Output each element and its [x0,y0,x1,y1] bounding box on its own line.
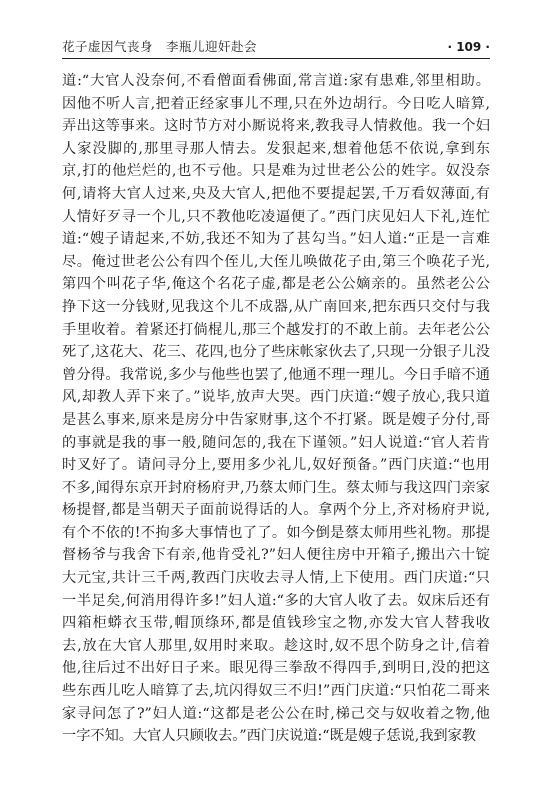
text-line: 第四个叫花子华,俺这个名花子虚,都是老公公嫡亲的。虽然老公公 [62,276,490,293]
page-number: · 109 · [447,40,490,54]
text-line: 有个不依的!不拘多大事情也了了。如今倒是蔡太师用些礼物。那提 [62,524,490,541]
text-line: 他,往后过不出好日子来。眼见得三拳敌不得四手,到明日,没的把这 [62,660,490,677]
text-line: 时叉好了。请问寻分上,要用多少礼儿,奴好预备。”西门庆道:“也用 [62,457,490,474]
text-line: 挣下这一分钱财,见我这个儿不成器,从广南回来,把东西只交付与我 [62,298,490,315]
text-line: 的事就是我的事一般,随问怎的,我在下谨领。”妇人说道:“官人若肯 [62,434,490,451]
text-line: 风,却教人弄下来了。”说毕,放声大哭。西门庆道:“嫂子放心,我只道 [62,389,490,406]
text-line: 杨提督,都是当朝天子面前说得话的人。拿两个分上,齐对杨府尹说, [62,502,490,519]
text-line: 一半足矣,何消用得许多!”妇人道:“多的大官人收了去。奴床后还有 [62,592,490,609]
text-line: 京,打的他烂烂的,也不亏他。只是难为过世老公公的姓字。奴没奈 [62,163,490,180]
text-line: 去,放在大官人那里,奴用时来取。趁这时,奴不思个防身之计,信着 [62,637,490,654]
text-line: 是甚么事来,原来是房分中告家财事,这个不打紧。既是嫂子分付,哥 [62,411,490,428]
text-line: 曾分得。我常说,多少与他些也罢了,他通不理一理儿。今日手暗不通 [62,366,490,383]
header-rule [62,58,490,59]
text-line: 四箱柜蟒衣玉带,帽顶绦环,都是值钱珍宝之物,亦发大官人替我收 [62,615,490,632]
text-line: 一字不知。大官人只顾收去。”西门庆说道:“既是嫂子恁说,我到家教 [62,728,476,745]
text-line: 人情好歹寻一个儿,只不教他吃凌逼便了。”西门庆见妇人下礼,连忙 [62,208,490,225]
text-line: 些东西儿吃人暗算了去,坑闪得奴三不归!”西门庆道:“只怕花二哥来 [62,683,490,700]
body-text [62,70,490,748]
text-line: 家寻问怎了?”妇人道:“这都是老公公在时,梯己交与奴收着之物,他 [62,705,490,722]
text-line: 不多,闻得东京开封府杨府尹,乃蔡太师门生。蔡太师与我这四门亲家 [62,479,490,496]
running-title: 花子虚因气丧身 李瓶儿迎奸赴会 [62,39,258,54]
text-line: 死了,这花大、花三、花四,也分了些床帐家伙去了,只现一分银子儿没 [62,344,490,361]
text-line: 弄出这等事来。这时节方对小厮说将来,教我寻人情救他。我一个妇 [62,118,490,135]
text-line: 督杨爷与我舍下有亲,他肯受礼?”妇人便往房中开箱子,搬出六十锭 [62,547,490,564]
text-line: 道:“嫂子请起来,不妨,我还不知为了甚勾当。”妇人道:“正是一言难 [62,231,490,248]
text-line: 人家没脚的,那里寻那人情去。发狠起来,想着他恁不依说,拿到东 [62,140,490,157]
text-line: 手里收着。着紧还打倘棍儿,那三个越发打的不敢上前。去年老公公 [62,321,490,338]
running-head [62,38,490,56]
text-line: 尽。俺过世老公公有四个侄儿,大侄儿唤做花子由,第三个唤花子光, [62,253,490,270]
text-line: 何,请将大官人过来,央及大官人,把他不要提起罢,千万看奴薄面,有 [62,185,490,202]
text-line: 因他不听人言,把着正经家事儿不理,只在外边胡行。今日吃人暗算, [62,95,490,112]
text-line: 道:“大官人没奈何,不看僧面看佛面,常言道:家有患难,邻里相助。 [62,73,490,89]
text-line: 大元宝,共计三千两,教西门庆收去寻人情,上下使用。西门庆道:“只 [62,570,490,587]
